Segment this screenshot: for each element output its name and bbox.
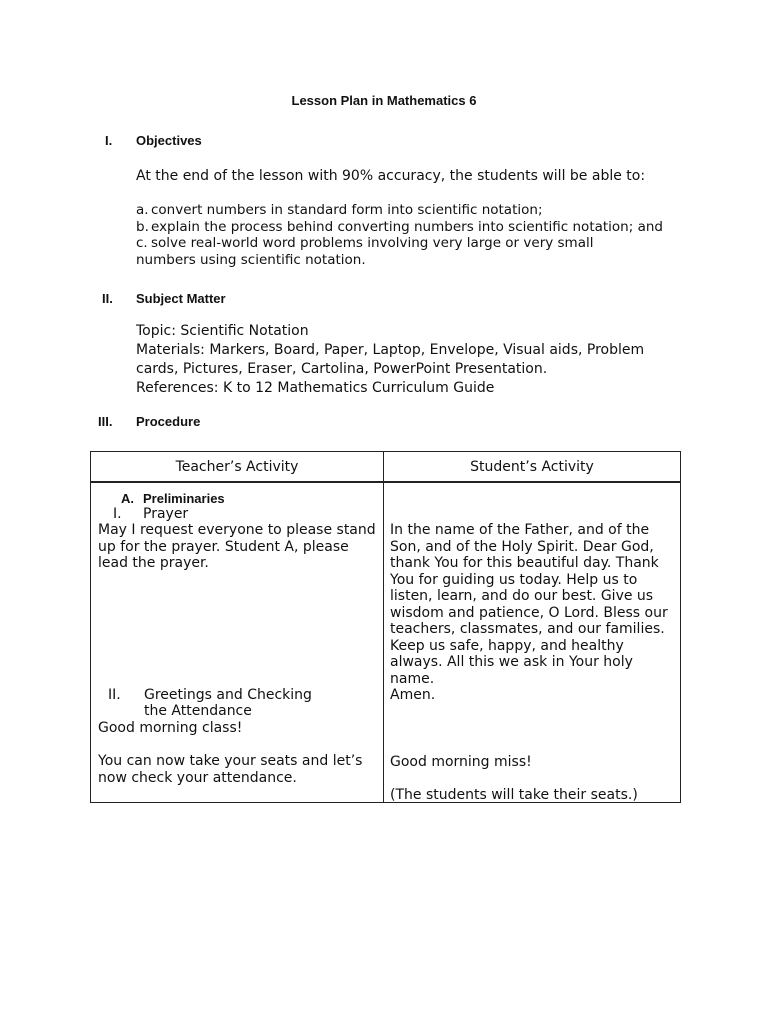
teacher-prayer-text: May I request everyone to please stand up for the prayer. Student A, please lead the prayer. xyxy=(98,522,376,571)
prayer-subheading xyxy=(113,506,188,523)
objective-item xyxy=(136,219,663,236)
table-header-row xyxy=(91,452,681,483)
teacher-greeting-text: Good morning class! xyxy=(98,720,243,736)
greetings-subheading xyxy=(108,687,312,704)
table-row xyxy=(91,482,681,803)
section-heading-procedure: Procedure xyxy=(136,414,201,429)
greetings-roman: II. xyxy=(108,687,121,703)
section-heading-subject-matter: Subject Matter xyxy=(136,291,226,306)
objective-letter: a. xyxy=(136,202,149,218)
student-greeting-text: Good morning miss! xyxy=(390,754,532,770)
subject-topic: Topic: Scientific Notation xyxy=(136,323,309,339)
greetings-title-continued: the Attendance xyxy=(144,703,252,719)
objective-text-continued: numbers using scientific notation. xyxy=(136,251,366,268)
objective-text: explain the process behind converting numbers into scientific notation; and xyxy=(151,218,663,235)
teacher-seats-text: You can now take your seats and let’s now check your attendance. xyxy=(98,753,363,786)
student-activity-cell xyxy=(384,482,681,803)
objective-letter: c. xyxy=(136,235,148,251)
objective-text: solve real-world word problems involving very large or very small xyxy=(151,235,594,251)
prayer-roman: I. xyxy=(113,506,122,522)
prayer-title: Prayer xyxy=(143,506,189,522)
objectives-intro: At the end of the lesson with 90% accuracy, the students will be able to: xyxy=(136,168,646,184)
section-number-objectives: I. xyxy=(105,133,113,148)
student-prayer-text: In the name of the Father, and of the Son, and of the Holy Spirit. Dear God, thank You for this beautiful day. Thank You for guiding us today. Help us to listen, learn, and do our best. Give us wisdom and patience, O Lord. Bless our teachers, classmates, and our families. Keep us safe, happy, and healthy always. All this we ask in Your holy name. xyxy=(390,522,668,687)
student-seats-text: (The students will take their seats.) xyxy=(390,787,638,803)
procedure-table xyxy=(90,451,681,803)
subject-matter-block xyxy=(136,322,676,398)
objectives-list xyxy=(136,202,663,268)
header-student-activity: Student’s Activity xyxy=(384,452,681,483)
preliminaries-title: Preliminaries xyxy=(143,491,225,506)
teacher-activity-cell xyxy=(91,482,384,803)
section-heading-objectives: Objectives xyxy=(136,133,202,148)
subject-materials: Materials: Markers, Board, Paper, Laptop, Envelope, Visual aids, Problem cards, Pictures, Eraser, Cartolina, PowerPoint Presentation. xyxy=(136,342,645,377)
objective-text: convert numbers in standard form into scientific notation; xyxy=(151,202,543,218)
section-number-subject-matter: II. xyxy=(102,291,113,306)
section-number-procedure: III. xyxy=(98,414,113,429)
objective-item xyxy=(136,235,663,252)
subject-references: References: K to 12 Mathematics Curriculum Guide xyxy=(136,380,495,396)
page-title: Lesson Plan in Mathematics 6 xyxy=(291,93,477,108)
objective-letter: b. xyxy=(136,218,149,235)
greetings-title: Greetings and Checking xyxy=(144,687,312,703)
objective-item xyxy=(136,202,663,219)
header-teacher-activity: Teacher’s Activity xyxy=(91,452,384,483)
preliminaries-letter: A. xyxy=(121,491,134,506)
student-amen-text: Amen. xyxy=(390,687,436,703)
